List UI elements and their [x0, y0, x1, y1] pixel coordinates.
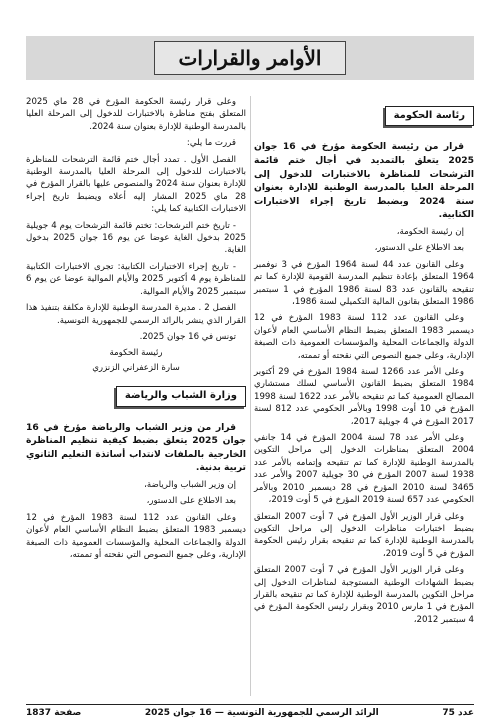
decree-title: قرار من وزير الشباب والرياضة مؤرخ في 16 جوان 2025 يتعلق بضبط كيفية تنظيم المناظرة الخارجية بالملفات لانتداب أساتذة التعليم الثانوي تربية بدنية.	[26, 421, 246, 474]
after-review-line: بعد الاطلاع على الدستور،	[374, 243, 464, 254]
section-title-youth-sports: وزارة الشباب والرياضة	[116, 386, 246, 406]
bullet-item: - تاريخ إجراء الاختبارات الكتابية: تجرى الاختبارات الكتابية للمناظرة يوم 4 أكتوبر 2025 والأيام الموالية عوضا عن يوم 6 سبتمبر 2025 والأيام الموالية.	[26, 261, 247, 297]
article-1: الفصل الأول . تمدد أجال ختم قائمة الترشحات للمناظرة بالاختبارات للدخول إلى المرحلة العليا بالمدرسة الوطنية للإدارة بعنوان سنة 2024 والمنصوص عليها بالقرار المؤرخ في 28 ماي 2025 المشار إليه أعلاه ويضبط تاريخ إجراء الاختبارات الكتابية كما يلي:	[26, 154, 246, 215]
column-divider	[250, 96, 251, 696]
paragraph: وعلى الأمر عدد 1266 لسنة 1984 المؤرخ في 29 أكتوبر 1984 المتعلق بضبط القانون الأساسي لسلك مستشاري المصالح العمومية كما تم تنقيحه بالأمر عدد 1622 لسنة 1998 المؤرخ في 10 أوت 1998 وبالأمر الحكومي عدد 812 لسنة 2017 المؤرخ في 4 جويلية 2017،	[254, 367, 475, 427]
article-2: الفصل 2 . مديرة المدرسة الوطنية للإدارة مكلفة بتنفيذ هذا القرار الذي ينشر بالرائد الرسمي للجمهورية التونسية.	[26, 303, 246, 326]
issue-number: عدد 75	[442, 708, 474, 718]
page-footer	[26, 704, 474, 722]
issuer-line: إن رئيسة الحكومة،	[396, 226, 464, 237]
paragraph: وعلى القانون عدد 44 لسنة 1964 المؤرخ في 3 نوفمبر 1964 المتعلق بإعادة تنظيم المدرسة القومية للإدارة كما تم تنقيحه بالقانون عدد 83 لسنة 1986 المؤرخ في 1 سبتمبر 1986 المتعلق بقانون المالية التكميلي لسنة 1986،	[254, 259, 474, 307]
signature-title: رئيسة الحكومة	[109, 348, 163, 359]
signature-name: سارة الزعفراني الزنزري	[92, 362, 180, 373]
decided-line: قررت ما يلي:	[186, 138, 236, 149]
right-column	[254, 96, 474, 630]
paragraph: وعلى القانون عدد 112 لسنة 1983 المؤرخ في 12 ديسمبر 1983 المتعلق بضبط النظام الأساسي العام لأعوان الدولة والجماعات المحلية والمؤسسات العمومية ذات الصبغة الإدارية، وعلى جميع النصوص التي نقحته أو تممته،	[254, 313, 475, 361]
left-column	[26, 96, 246, 565]
paragraph: وعلى قرار الوزير الأول المؤرخ في 7 أوت 2007 المتعلق بضبط اختبارات مناظرات الدخول إلى مراحل التكوين بالمدرسة الوطنية للإدارة كما تم تنقيحه بقرار رئيس الحكومة المؤرخ في 5 أوت 2019،	[254, 511, 474, 559]
section-title-presidency: رئاسة الحكومة	[385, 106, 474, 126]
header-band	[26, 36, 474, 80]
paragraph: وعلى القانون عدد 112 لسنة 1983 المؤرخ في 12 ديسمبر 1983 المتعلق بضبط النظام الأساسي العام لأعوان الدولة والجماعات المحلية والمؤسسات العمومية ذات الصبغة الإدارية، وعلى جميع النصوص التي نقحته أو تممته،	[26, 512, 247, 560]
date-line: تونس في 16 جوان 2025.	[139, 331, 236, 342]
journal-name: الرائد الرسمي للجمهورية التونسية — 16 جوان 2025	[144, 708, 379, 718]
page-title: الأوامر والقرارات	[154, 41, 347, 75]
paragraph: وعلى الأمر عدد 78 لسنة 2004 المؤرخ في 14 جانفي 2004 المتعلق بمناظرات الدخول إلى مراحل التكوين بالمدرسة الوطنية للإدارة كما تم تنقيحه وإتمامه بالأمر عدد 1938 لسنة 2007 المؤرخ في 30 جويلية 2007 والأمر عدد 3465 لسنة 2010 المؤرخ في 28 ديسمبر 2010 وبالأمر الحكومي عدد 657 لسنة 2019 المؤرخ في 5 أوت 2019،	[254, 433, 475, 506]
paragraph: وعلى قرار رئيسة الحكومة المؤرخ في 28 ماي 2025 المتعلق بفتح مناظرة بالاختبارات للدخول إلى المرحلة العليا بالمدرسة الوطنية للإدارة بعنوان سنة 2024.	[26, 97, 246, 132]
paragraph: وعلى قرار الوزير الأول المؤرخ في 7 أوت 2007 المتعلق بضبط الشهادات الوطنية المستوجبة لمناظرات الدخول إلى مراحل التكوين بالمدرسة الوطنية للإدارة كما تم تنقيحه بالقرار المؤرخ في 1 مارس 2010 وبقرار رئيس الحكومة المؤرخ في 4 سبتمبر 2012،	[254, 565, 474, 625]
page-number: صفحة 1837	[26, 708, 82, 718]
issuer-line: إن وزير الشباب والرياضة،	[144, 479, 236, 490]
decree-title: قرار من رئيسة الحكومة مؤرخ في 16 جوان 2025 يتعلق بالتمديد في أجال ختم قائمة الترشحات للمناظرة بالاختبارات للدخول إلى المرحلة العليا بالمدرسة الوطنية للإدارة بعنوان سنة 2024 وبضبط تاريخ إجراء الاختبارات الكتابية.	[254, 141, 474, 221]
bullet-item: - تاريخ ختم الترشحات: تختم قائمة الترشحات يوم 4 جويلية 2025 بدخول الغاية عوضا عن يوم 16 جوان 2025 بدخول الغاية.	[26, 220, 246, 256]
after-review-line: بعد الاطلاع على الدستور،	[146, 496, 236, 507]
